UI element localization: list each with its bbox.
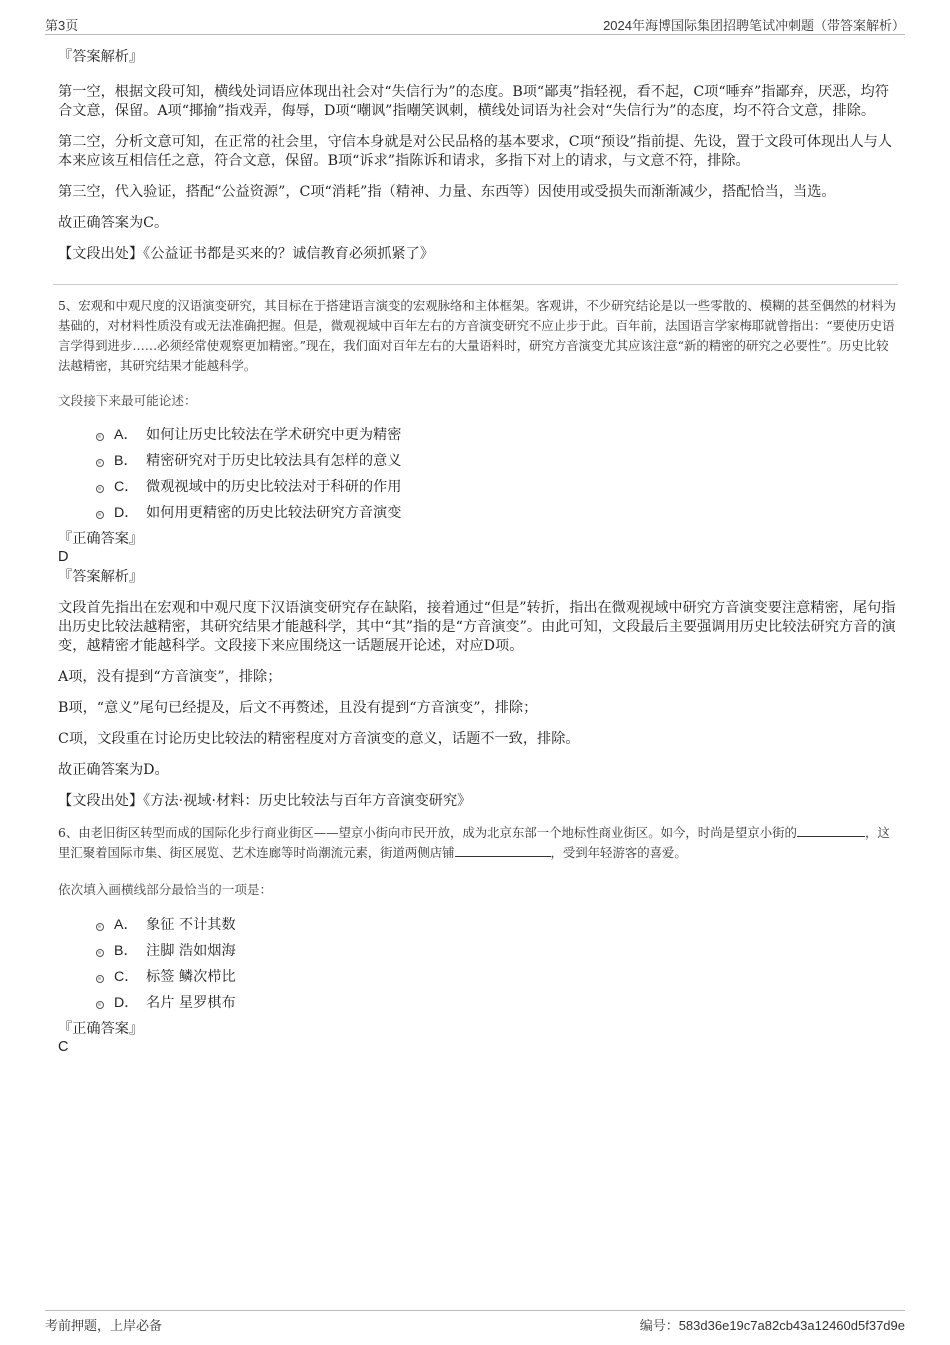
q5-analysis-para-4: C项，文段重在讨论历史比较法的精密程度对方音演变的意义，话题不一致，排除。 bbox=[58, 731, 580, 747]
option-letter: D． bbox=[114, 995, 139, 1011]
footer-slogan: 考前押题，上岸必备 bbox=[45, 1318, 163, 1333]
q6-question-text bbox=[58, 823, 898, 863]
option-letter: B． bbox=[114, 943, 138, 959]
q4-analysis-para-2: 第二空，分析文意可知，在正常的社会里，守信本身就是对公民品格的基本要求，C项“预设”指前提、先设，置于文段可体现出人与人本来应该互相信任之意，符合文意，保留。B项“诉求”指陈诉和请求，多指下对上的请求，与文意不符，排除。 bbox=[58, 134, 893, 169]
q5-analysis-para-3: B项，“意义”尾句已经提及，后文不再赘述，且没有提到“方音演变”，排除； bbox=[58, 700, 538, 716]
q4-analysis-para-1: 第一空，根据文段可知，横线处词语应体现出社会对“失信行为”的态度。B项“鄙夷”指轻视，看不起，C项“唾弃”指鄙弃，厌恶，均符合文意，保留。A项“揶揄”指戏弄，侮辱，D项“嘲讽”指嘲笑讽刺，横线处词语为社会对“失信行为”的态度，均不符合文意，排除。 bbox=[58, 84, 889, 119]
q6-text-part-1: 6、由老旧街区转型而成的国际化步行商业街区——望京小街向市民开放，成为北京东部一个地标性商业街区。如今，时尚是望京小街的 bbox=[58, 825, 797, 840]
page-header bbox=[45, 12, 905, 35]
q6-answer: C bbox=[58, 1039, 69, 1055]
q5-option-a[interactable] bbox=[96, 421, 898, 447]
option-letter: B． bbox=[114, 453, 138, 469]
q5-lead: 文段接下来最可能论述： bbox=[58, 393, 197, 408]
radio-icon[interactable] bbox=[96, 485, 104, 493]
q6-option-d[interactable] bbox=[96, 989, 898, 1015]
radio-icon[interactable] bbox=[96, 923, 104, 931]
option-text: 如何用更精密的历史比较法研究方音演变 bbox=[146, 505, 402, 521]
q4-analysis-label: 『答案解析』 bbox=[58, 49, 144, 65]
q5-analysis-para-2: A项，没有提到“方音演变”，排除； bbox=[58, 669, 282, 685]
page-number: 第3页 bbox=[45, 18, 79, 33]
q6-lead: 依次填入画横线部分最恰当的一项是： bbox=[58, 882, 273, 897]
radio-icon[interactable] bbox=[96, 511, 104, 519]
q6-text-part-2: ，这里汇聚着国际市集、街区展览、艺术连廊等时尚潮流元素，街道两侧店铺 bbox=[58, 825, 890, 860]
radio-icon[interactable] bbox=[96, 975, 104, 983]
q5-option-b[interactable] bbox=[96, 447, 898, 473]
q4-source: 【文段出处】《公益证书都是买来的？诚信教育必须抓紧了》 bbox=[58, 246, 434, 262]
option-letter: A． bbox=[114, 917, 138, 933]
document-title: 2024年海博国际集团招聘笔试冲刺题（带答案解析） bbox=[603, 18, 905, 33]
q5-analysis-para-5: 故正确答案为D。 bbox=[58, 762, 169, 778]
option-text: 注脚 浩如烟海 bbox=[146, 943, 236, 959]
option-text: 名片 星罗棋布 bbox=[146, 995, 236, 1011]
q5-answer-label: 『正确答案』 bbox=[58, 531, 144, 547]
option-letter: A． bbox=[114, 427, 138, 443]
q4-analysis-para-3: 第三空，代入验证，搭配“公益资源”，C项“消耗”指（精神、力量、东西等）因使用或受损失而渐渐减少，搭配恰当，当选。 bbox=[58, 184, 836, 200]
option-text: 如何让历史比较法在学术研究中更为精密 bbox=[146, 427, 402, 443]
radio-icon[interactable] bbox=[96, 433, 104, 441]
q4-analysis-para-4: 故正确答案为C。 bbox=[58, 215, 169, 231]
option-text: 微观视域中的历史比较法对于科研的作用 bbox=[146, 479, 402, 495]
blank-line bbox=[797, 824, 865, 837]
q6-answer-label: 『正确答案』 bbox=[58, 1021, 144, 1037]
radio-icon[interactable] bbox=[96, 1001, 104, 1009]
option-letter: C． bbox=[114, 969, 139, 985]
radio-icon[interactable] bbox=[96, 949, 104, 957]
q6-option-b[interactable] bbox=[96, 937, 898, 963]
page-footer bbox=[45, 1310, 905, 1333]
q5-options bbox=[96, 421, 898, 525]
q5-answer: D bbox=[58, 549, 69, 565]
option-letter: D． bbox=[114, 505, 139, 521]
q5-option-c[interactable] bbox=[96, 473, 898, 499]
q6-option-a[interactable] bbox=[96, 911, 898, 937]
radio-icon[interactable] bbox=[96, 459, 104, 467]
option-text: 精密研究对于历史比较法具有怎样的意义 bbox=[146, 453, 402, 469]
q5-analysis-para-1: 文段首先指出在宏观和中观尺度下汉语演变研究存在缺陷，接着通过“但是”转折，指出在微观视域中研究方音演变要注意精密，尾句指出历史比较法越精密，其研究结果才能越科学，其中“其”指的是“方音演变”。由此可知，文段最后主要强调用历史比较法研究方音的演变，越精密才能越科学。文段接下来应围绕这一话题展开论述，对应D项。 bbox=[58, 600, 896, 654]
option-letter: C． bbox=[114, 479, 139, 495]
q6-option-c[interactable] bbox=[96, 963, 898, 989]
q5-source: 【文段出处】《方法·视域·材料：历史比较法与百年方音演变研究》 bbox=[58, 793, 472, 809]
q6-text-part-3: ，受到年轻游客的喜爱。 bbox=[550, 845, 687, 860]
option-text: 象征 不计其数 bbox=[146, 917, 236, 933]
blank-line bbox=[455, 844, 551, 857]
document-code: 编号：583d36e19c7a82cb43a12460d5f37d9e bbox=[639, 1318, 905, 1333]
divider bbox=[53, 284, 898, 285]
q5-option-d[interactable] bbox=[96, 499, 898, 525]
document-body bbox=[58, 44, 898, 1055]
q5-analysis-label: 『答案解析』 bbox=[58, 569, 144, 585]
q6-options bbox=[96, 911, 898, 1015]
option-text: 标签 鳞次栉比 bbox=[146, 969, 236, 985]
q5-question-text: 5、宏观和中观尺度的汉语演变研究，其目标在于搭建语言演变的宏观脉络和主体框架。客观讲，不少研究结论是以一些零散的、模糊的甚至偶然的材料为基础的，对材料性质没有或无法准确把握。但是，微观视域中百年左右的方音演变研究不应止步于此。百年前，法国语言学家梅耶就曾指出：“要使历史语言学得到进步……必须经常使观察更加精密。”现在，我们面对百年左右的大量语料时，研究方音演变尤其应该注意“新的精密的研究之必要性”。历史比较法越精密，其研究结果才能越科学。 bbox=[58, 298, 897, 373]
